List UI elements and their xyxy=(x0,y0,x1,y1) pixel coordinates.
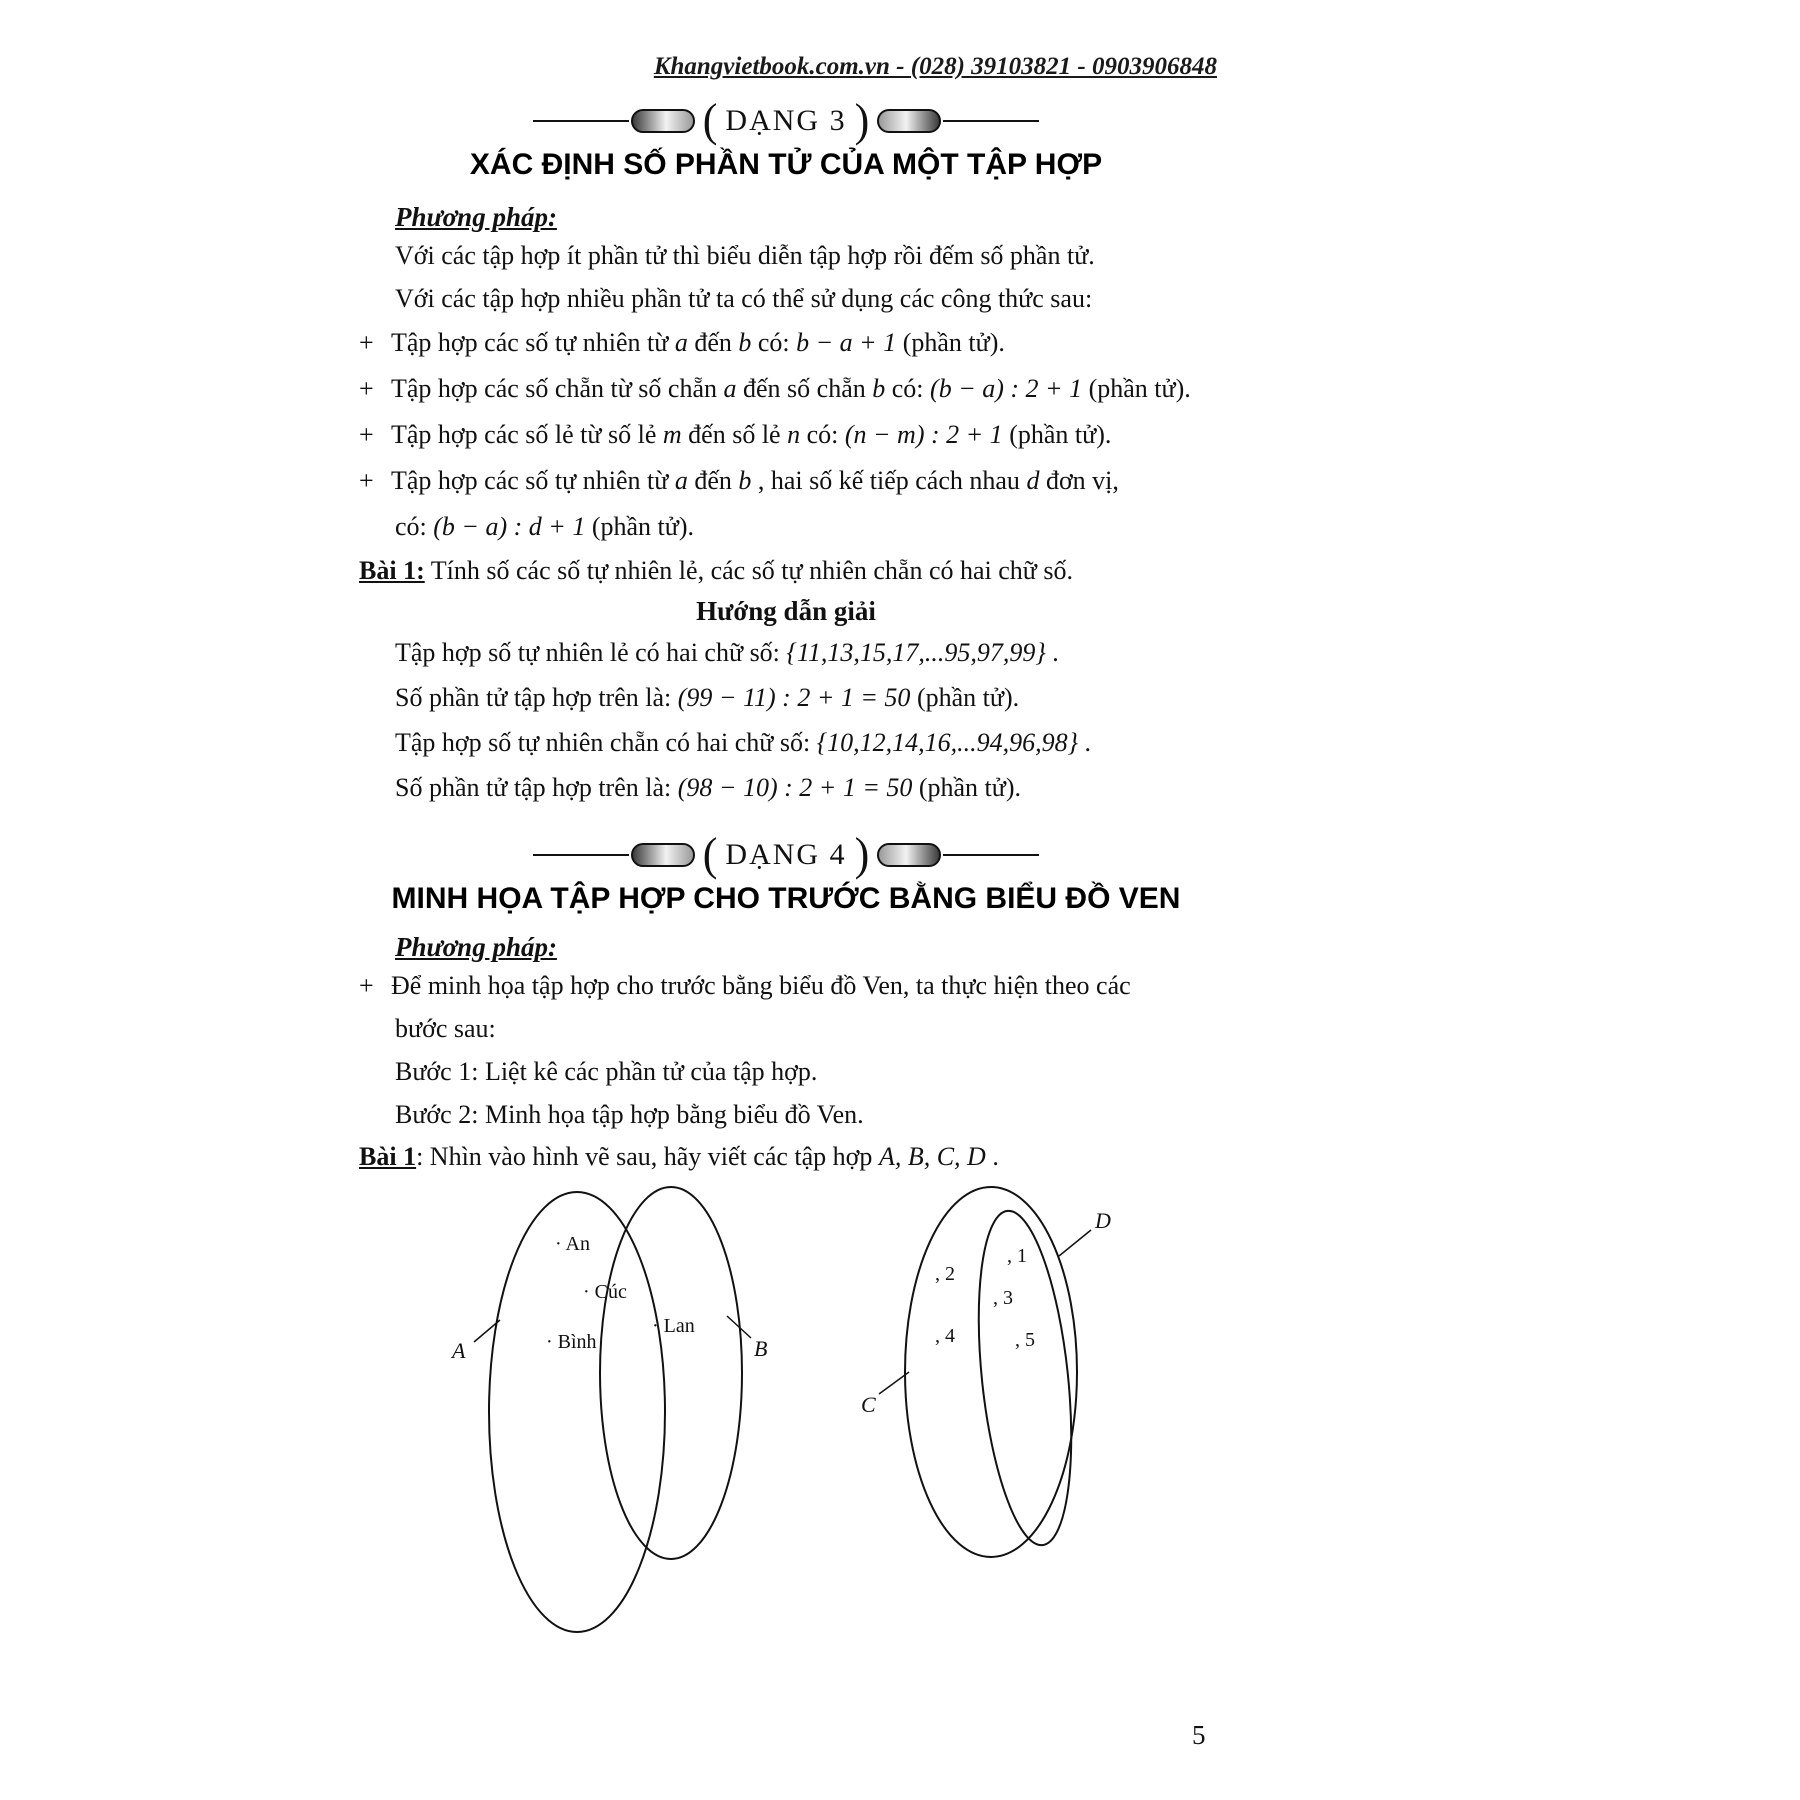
venn-element-3: , 3 xyxy=(993,1287,1013,1309)
solution-line: Tập hợp số tự nhiên lẻ có hai chữ số: {11,13,15,17,...95,97,99} . xyxy=(395,638,1059,667)
bullet-row xyxy=(355,964,1217,1007)
venn-diagram-ab xyxy=(430,1172,790,1672)
set-d-label: D xyxy=(1095,1208,1111,1233)
solution-line: Tập hợp số tự nhiên chẵn có hai chữ số: {10,12,14,16,...94,96,98} . xyxy=(395,728,1092,757)
venn-element-cuc: · Cúc xyxy=(583,1281,627,1303)
ellipse-set-a xyxy=(489,1192,665,1632)
bullet-text: Tập hợp các số tự nhiên từ a đến b , hai số kế tiếp cách nhau d đơn vị, xyxy=(391,466,1119,495)
section3-intro-line: Với các tập hợp nhiều phần tử ta có thể sử dụng các công thức sau: xyxy=(395,284,1093,313)
bullet-text: Tập hợp các số chẵn từ số chẵn a đến số chẵn b có: (b − a) : 2 + 1 (phần tử). xyxy=(391,374,1191,403)
bullet-row xyxy=(355,412,1217,458)
banner-ornament-left xyxy=(631,109,695,133)
dang3-banner xyxy=(355,94,1217,147)
set-a-label: A xyxy=(452,1338,466,1363)
page-content xyxy=(355,52,1217,1178)
venn-element-4: , 4 xyxy=(935,1325,955,1347)
ellipse-set-c xyxy=(905,1187,1077,1557)
ellipse-set-b xyxy=(600,1187,742,1559)
venn-diagram-cd xyxy=(855,1172,1185,1592)
bullet-marker: + xyxy=(359,420,374,449)
dang4-banner-label: DẠNG 4 xyxy=(725,838,847,871)
venn-element-5: , 5 xyxy=(1015,1329,1035,1351)
label-d-connector xyxy=(1059,1230,1091,1256)
banner-ornament-right xyxy=(877,843,941,867)
venn-svg-ab xyxy=(430,1172,790,1667)
page-number: 5 xyxy=(1192,1720,1206,1750)
bullet-row xyxy=(355,366,1217,412)
solution-title: Hướng dẫn giải xyxy=(696,596,876,626)
venn-svg-cd xyxy=(855,1172,1185,1587)
bullet-marker: + xyxy=(359,328,374,357)
section3-method-label: Phương pháp: xyxy=(395,202,557,232)
section4-method-label: Phương pháp: xyxy=(395,932,557,962)
bullet-marker: + xyxy=(359,374,374,403)
page-header: Khangvietbook.com.vn - (028) 39103821 - 0903906848 xyxy=(653,53,1217,80)
bullet-continuation: có: (b − a) : d + 1 (phần tử). xyxy=(395,512,695,541)
banner-ornament-left xyxy=(631,843,695,867)
bullet-marker: + xyxy=(359,971,374,1000)
exercise-text: Tính số các số tự nhiên lẻ, các số tự nhiên chẵn có hai chữ số. xyxy=(424,556,1074,585)
bullet-text: Để minh họa tập hợp cho trước bằng biểu đồ Ven, ta thực hiện theo các xyxy=(391,971,1131,1000)
dang3-banner-label: DẠNG 3 xyxy=(725,104,847,137)
dang4-banner xyxy=(355,828,1217,881)
bullet-continuation: bước sau: xyxy=(395,1014,496,1043)
banner-close-paren: ) xyxy=(854,94,870,147)
banner-close-paren: ) xyxy=(854,828,870,881)
venn-element-an: · An xyxy=(555,1233,590,1255)
exercise-text: : Nhìn vào hình vẽ sau, hãy viết các tập hợp A, B, C, D . xyxy=(416,1142,999,1171)
set-c-label: C xyxy=(861,1392,876,1417)
venn-element-binh: · Bình xyxy=(546,1331,597,1353)
bullet-text: Tập hợp các số tự nhiên từ a đến b có: b − a + 1 (phần tử). xyxy=(391,328,1005,357)
exercise-label: Bài 1 xyxy=(359,1142,417,1171)
set-b-label: B xyxy=(754,1336,768,1361)
banner-open-paren: ( xyxy=(702,828,718,881)
banner-line-left xyxy=(533,120,629,122)
solution-line: Số phần tử tập hợp trên là: (98 − 10) : 2 + 1 = 50 (phần tử). xyxy=(395,773,1022,802)
banner-open-paren: ( xyxy=(702,94,718,147)
section4-title: MINH HỌA TẬP HỢP CHO TRƯỚC BẰNG BIỂU ĐỒ VEN xyxy=(391,882,1181,915)
step-line: Bước 2: Minh họa tập hợp bằng biểu đồ Ven. xyxy=(395,1100,864,1129)
banner-line-right xyxy=(943,120,1039,122)
banner-ornament-right xyxy=(877,109,941,133)
bullet-row xyxy=(355,320,1217,366)
exercise-label: Bài 1: xyxy=(359,556,425,585)
section3-intro-line: Với các tập hợp ít phần tử thì biểu diễn tập hợp rồi đếm số phần tử. xyxy=(395,241,1095,270)
venn-element-1: , 1 xyxy=(1007,1245,1027,1267)
banner-line-right xyxy=(943,854,1039,856)
venn-element-2: , 2 xyxy=(935,1263,955,1285)
bullet-marker: + xyxy=(359,466,374,495)
section3-title: XÁC ĐỊNH SỐ PHẦN TỬ CỦA MỘT TẬP HỢP xyxy=(469,148,1103,181)
step-line: Bước 1: Liệt kê các phần tử của tập hợp. xyxy=(395,1057,818,1086)
section3-exercise-1 xyxy=(359,550,1217,592)
venn-element-lan: · Lan xyxy=(652,1315,695,1337)
bullet-row xyxy=(355,458,1217,504)
banner-line-left xyxy=(533,854,629,856)
bullet-text: Tập hợp các số lẻ từ số lẻ m đến số lẻ n có: (n − m) : 2 + 1 (phần tử). xyxy=(391,420,1112,449)
solution-line: Số phần tử tập hợp trên là: (99 − 11) : 2 + 1 = 50 (phần tử). xyxy=(395,683,1020,712)
